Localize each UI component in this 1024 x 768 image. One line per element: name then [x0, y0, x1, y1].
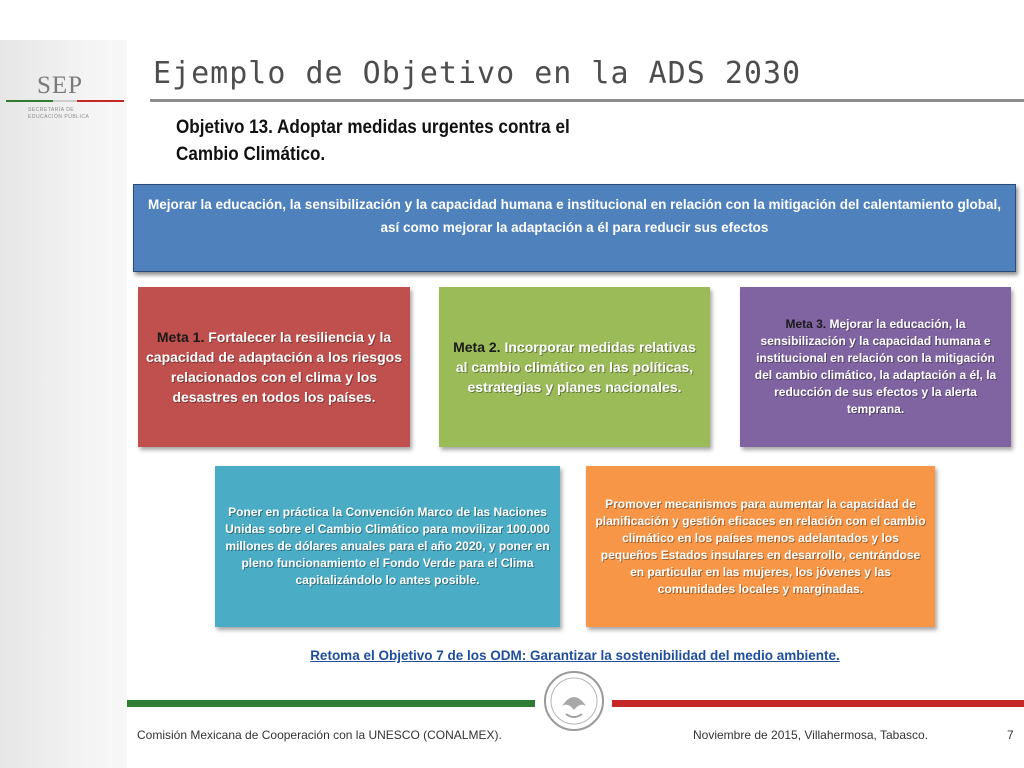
sep-logo-subtitle: SECRETARÍA DE EDUCACIÓN PÚBLICA: [28, 107, 90, 120]
meta-1-text: Fortalecer la resiliencia y la capacidad de adaptación a los riesgos relacionados con el clima y los desastres en todos los países.: [146, 329, 402, 405]
sidebar: [0, 40, 127, 768]
objective-banner-text: Mejorar la educación, la sensibilización y la capacidad humana e institucional en relación con la mitigación del calentamiento global, así como mejorar la adaptación a él para reducir sus efectos: [148, 197, 1001, 235]
meta-1-label: Meta 1.: [156, 329, 205, 345]
mechanisms-box: [586, 466, 935, 627]
convention-text: Poner en práctica la Convención Marco de las Naciones Unidas sobre el Cambio Climático para movilizar 100.000 millones de dólares anuales para el año 2020, y poner en pleno funcionamiento el Fondo Verde para el Clima capitalizándolo lo antes posible.: [225, 505, 550, 587]
footer-date-location: Noviembre de 2015, Villahermosa, Tabasco.: [693, 728, 929, 742]
mechanisms-text: Promover mecanismos para aumentar la capacidad de planificación y gestión eficaces en relación con el cambio climático en los países menos adelantados y los pequeños Estados insulares en desarrollo, centrándose en particular en las mujeres, los jóvenes y las comunidades locales y marginadas.: [595, 496, 926, 596]
meta-3-text: Mejorar la educación, la sensibilización y la capacidad humana e institucional en relación con la mitigación del cambio climático, la adaptación a él, la reducción de sus efectos y la alerta temprana.: [754, 317, 997, 416]
meta-1-box: [138, 287, 410, 447]
title-divider: [150, 99, 1024, 102]
footer-organization: Comisión Mexicana de Cooperación con la UNESCO (CONALMEX).: [137, 728, 502, 742]
meta-3-box: [740, 287, 1011, 447]
page-title: Ejemplo de Objetivo en la ADS 2030: [153, 56, 802, 91]
page-number: 7: [1007, 728, 1014, 742]
objective-banner: [133, 184, 1016, 272]
footer-green-bar: [127, 700, 535, 707]
meta-2-label: Meta 2.: [453, 339, 501, 355]
sep-logo-text: SEP: [37, 72, 84, 99]
meta-2-text: Incorporar medidas relativas al cambio climático en las políticas, estrategias y planes nacionales.: [455, 339, 696, 395]
convention-box: [215, 466, 560, 627]
footer-red-bar: [612, 700, 1024, 707]
retoma-note: Retoma el Objetivo 7 de los ODM: Garantizar la sostenibilidad del medio ambiente.: [310, 648, 840, 663]
meta-2-box: [439, 287, 710, 447]
meta-3-label: Meta 3.: [785, 317, 827, 331]
mexican-seal-icon: [542, 668, 606, 734]
sep-logo-stripe: [6, 100, 124, 102]
objective-subtitle: Objetivo 13. Adoptar medidas urgentes contra el Cambio Climático.: [176, 117, 570, 165]
